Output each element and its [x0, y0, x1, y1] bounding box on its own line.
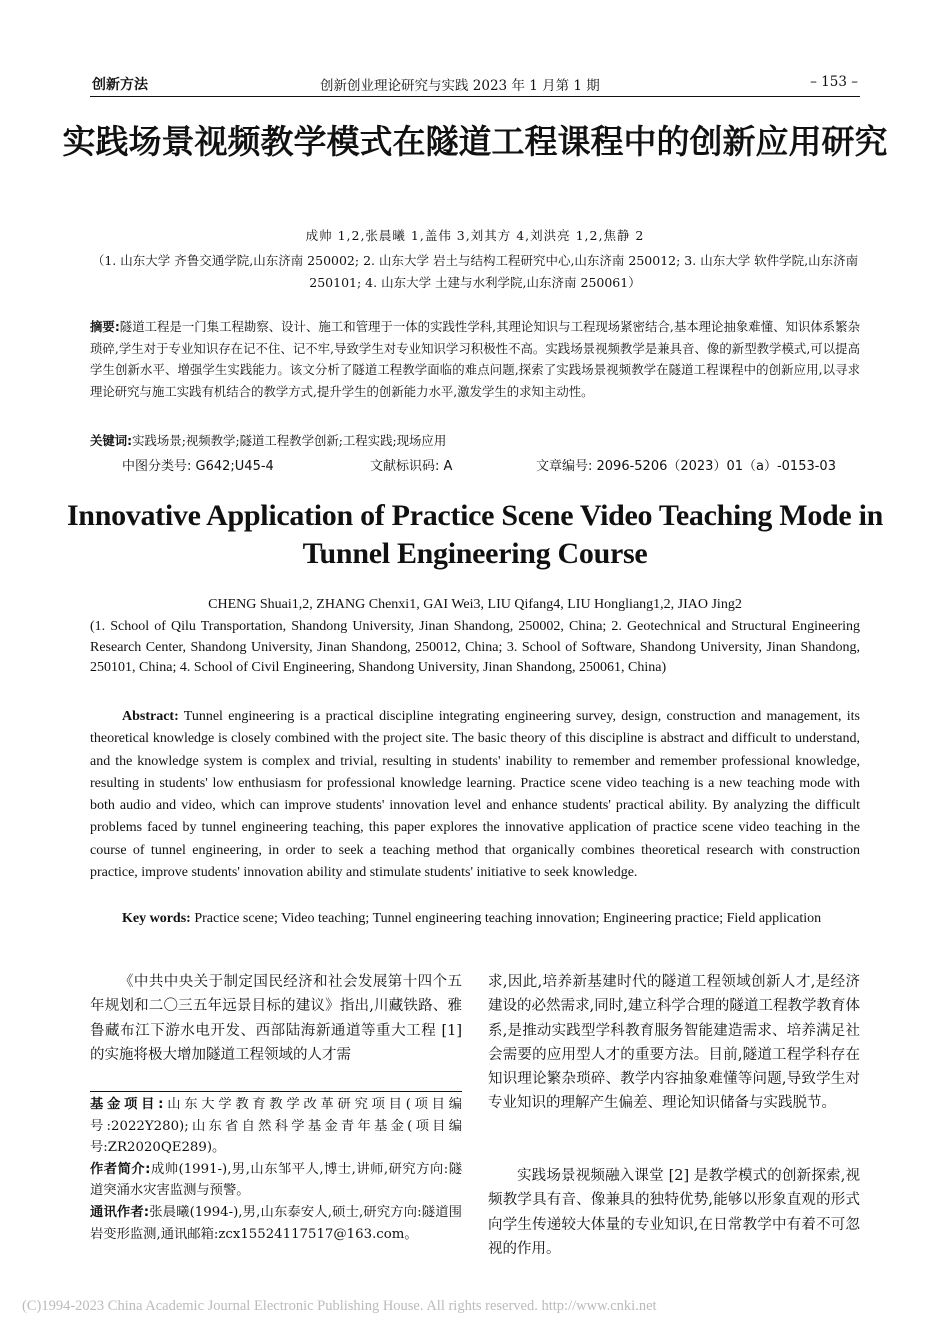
affiliation-cn: （1. 山东大学 齐鲁交通学院,山东济南 250002; 2. 山东大学 岩土与结构工程研究中心,山东济南 250012; 3. 山东大学 软件学院,山东济南 250101; 4. 山东大学 土建与水利学院,山东济南 250061）: [91, 253, 859, 290]
title-cn: 实践场景视频教学模式在隧道工程课程中的创新应用研究: [62, 122, 888, 161]
keywords-cn-text: 实践场景;视频教学;隧道工程教学创新;工程实践;现场应用: [132, 433, 447, 448]
document-code: 文献标识码: A: [370, 459, 453, 474]
keywords-en: [90, 908, 860, 930]
abstract-en: [90, 706, 860, 884]
fund-project: 基金项目:山东大学教育教学改革研究项目(项目编号:2022Y280);山东省自然科学基金青年基金(项目编号:ZR2020QE289)。: [90, 1097, 462, 1156]
fund-info: [90, 1094, 462, 1245]
header-rule: [90, 96, 860, 97]
author-bio: 作者简介:成帅(1991-),男,山东邹平人,博士,讲师,研究方向:隧道突涌水灾害监测与预警。: [90, 1161, 462, 1199]
footnote-rule: [90, 1091, 462, 1092]
page-number: – 153 –: [810, 74, 858, 90]
keywords-en-label: Key words:: [122, 911, 191, 926]
keywords-cn: [90, 430, 860, 452]
abstract-cn: [90, 316, 860, 402]
body-right-paragraph-2: 实践场景视频融入课堂 [2] 是教学模式的创新探索,视频教学具有音、像兼具的独特优势,能够以形象直观的形式向学生传递较大体量的专业知识,在日常教学中有着不可忽视的作用。: [488, 1168, 860, 1257]
keywords-en-text: Practice scene; Video teaching; Tunnel engineering teaching innovation; Engineering practice; Field application: [194, 911, 822, 926]
abstract-cn-label: 摘要:: [90, 319, 120, 334]
affiliation-en: (1. School of Qilu Transportation, Shandong University, Jinan Shandong, 250002, China; 2. Geotechnical and Structural Engineering Research Center, Shandong University, Jinan Shandong, 250012, China; 3. School of Software, Shandong University, Jinan Shandong, 250101, China; 4. School of Civil Engineering, Shandong University, Jinan Shandong, 250061, China): [90, 619, 860, 675]
title-en: Innovative Application of Practice Scene Video Teaching Mode in Tunnel Engineering Course: [66, 499, 884, 570]
copyright-footer: (C)1994-2023 China Academic Journal Electronic Publishing House. All rights reserved. http://www.cnki.net: [22, 1298, 657, 1314]
authors-en: CHENG Shuai1,2, ZHANG Chenxi1, GAI Wei3, LIU Qifang4, LIU Hongliang1,2, JIAO Jing2: [208, 597, 742, 612]
abstract-en-text: Tunnel engineering is a practical discipline integrating engineering survey, design, construction and management, its theoretical knowledge is closely combined with the project site. The basic theory of this discipline is abstract and difficult to understand, and the knowledge system is complex and trivial, resulting in students' inability to remember and remember professional knowledge, resulting in students' low enthusiasm for professional knowledge learning. Practice scene video teaching is a new teaching mode with both audio and video, which can improve students' innovation level and enhance students' practical ability. By analyzing the difficult problems faced by tunnel engineering teaching, this paper explores the innovative application of practice scene video teaching in the course of tunnel engineering, in order to seek a teaching method that organically combines theoretical research with construction practice, improve students' innovation ability and stimulate students' initiative to seek knowledge.: [90, 709, 860, 881]
abstract-en-label: Abstract:: [122, 709, 179, 724]
authors-cn: 成帅 1,2,张晨曦 1,盖伟 3,刘其方 4,刘洪亮 1,2,焦静 2: [305, 228, 645, 243]
clc-number: 中图分类号: G642;U45-4: [122, 459, 274, 474]
keywords-cn-label: 关键词:: [90, 433, 133, 448]
corresponding-author: 通讯作者:张晨曦(1994-),男,山东泰安人,硕士,研究方向:隧道围岩变形监测,通讯邮箱:zcx15524117517@163.com。: [90, 1204, 462, 1242]
section-label: 创新方法: [92, 77, 148, 93]
article-number: 文章编号: 2096-5206（2023）01（a）-0153-03: [536, 459, 836, 474]
body-left-paragraph: 《中共中央关于制定国民经济和社会发展第十四个五年规划和二〇三五年远景目标的建议》指出,川藏铁路、雅鲁藏布江下游水电开发、西部陆海新通道等重大工程 [1] 的实施将极大增加隧道工程领域的人才需: [90, 974, 462, 1063]
journal-issue: 创新创业理论研究与实践 2023 年 1 月第 1 期: [320, 78, 600, 94]
abstract-cn-text: 隧道工程是一门集工程勘察、设计、施工和管理于一体的实践性学科,其理论知识与工程现场紧密结合,基本理论抽象难懂、知识体系繁杂琐碎,学生对于专业知识存在记不住、记不牢,导致学生对专业知识学习积极性不高。实践场景视频教学是兼具音、像的新型教学模式,可以提高学生创新水平、增强学生实践能力。该文分析了隧道工程教学面临的难点问题,探索了实践场景视频教学在隧道工程课程中的创新应用,以寻求理论研究与施工实践有机结合的教学方式,提升学生的创新能力水平,激发学生的求知主动性。: [90, 319, 860, 399]
body-right-paragraph-1: 求,因此,培养新基建时代的隧道工程领域创新人才,是经济建设的必然需求,同时,建立科学合理的隧道工程教学教育体系,是推动实践型学科教育服务智能建造需求、培养满足社会需要的应用型人才的重要方法。目前,隧道工程学科存在知识理论繁杂琐碎、教学内容抽象难懂等问题,导致学生对专业知识的理解产生偏差、理论知识储备与实践脱节。: [488, 974, 860, 1112]
